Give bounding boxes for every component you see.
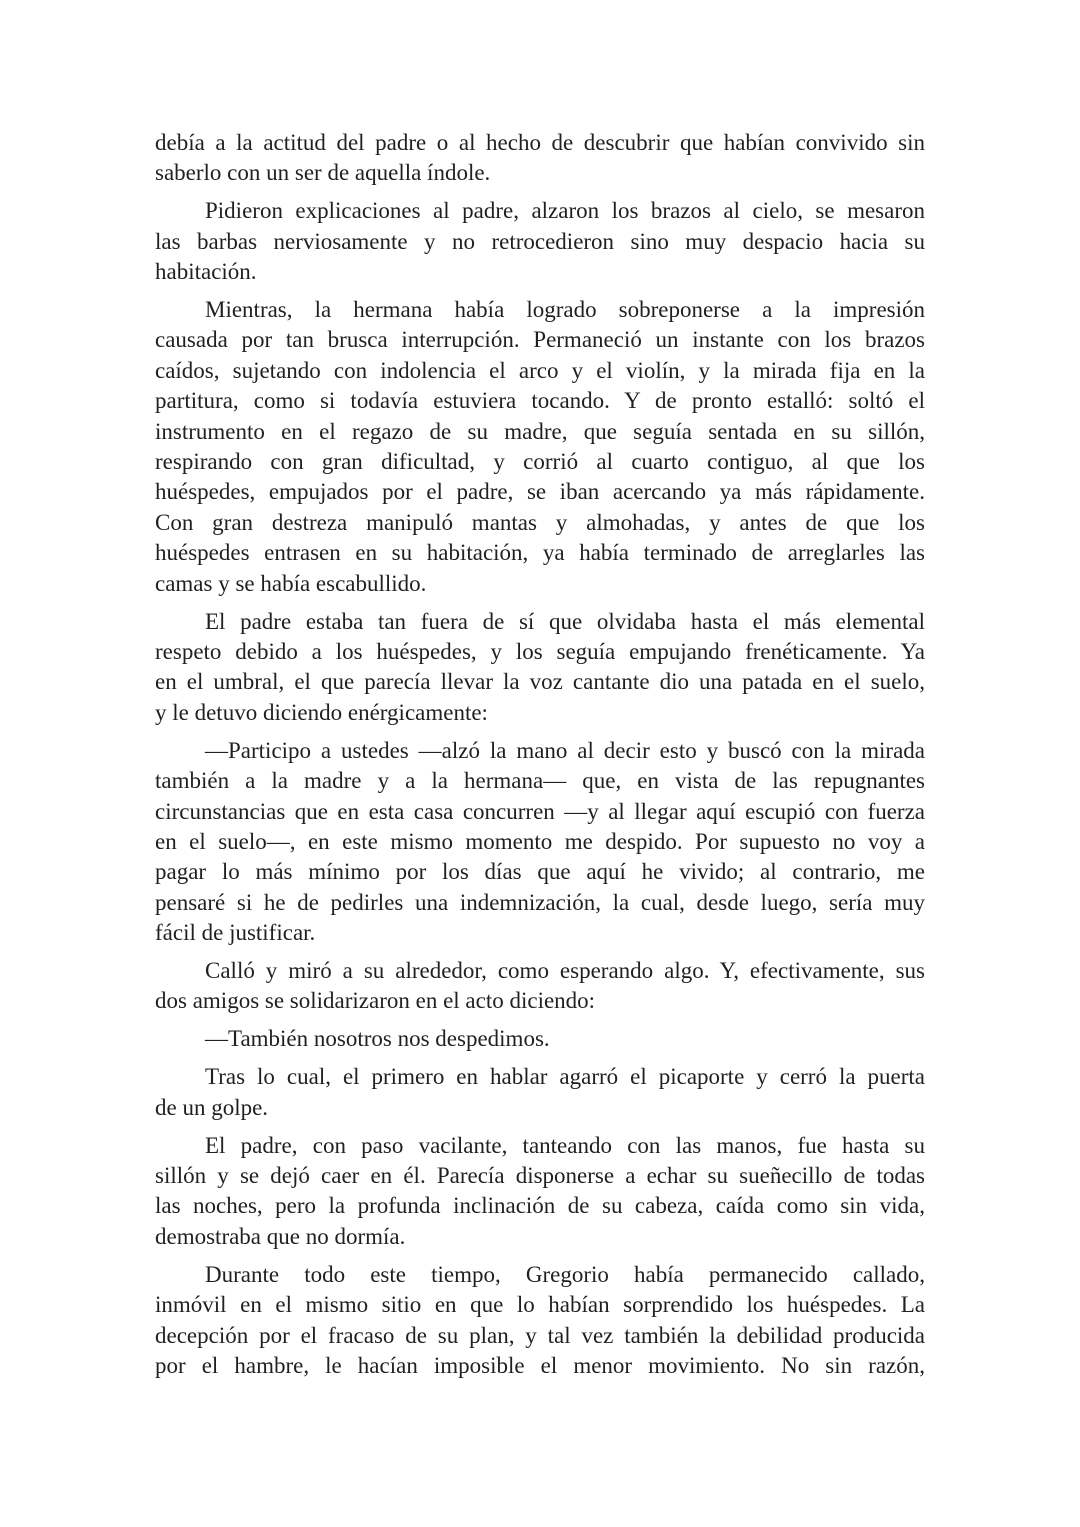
text-line: huéspedes entrasen en su habitación, ya había terminado de arreglarles las bbox=[155, 540, 925, 566]
body-text bbox=[155, 128, 925, 1381]
text-line: pensaré si he de pedirles una indemnización, la cual, desde luego, sería muy bbox=[155, 889, 925, 915]
text-line: Calló y miró a su alrededor, como esperando algo. Y, efectivamente, sus bbox=[205, 958, 925, 984]
paragraph bbox=[155, 736, 925, 949]
text-line: demostraba que no dormía. bbox=[155, 1223, 406, 1249]
paragraph bbox=[155, 128, 925, 189]
text-line: —Participo a ustedes —alzó la mano al decir esto y buscó con la mirada bbox=[205, 737, 925, 763]
text-line: —También nosotros nos despedimos. bbox=[205, 1026, 550, 1052]
text-line: y le detuvo diciendo enérgicamente: bbox=[155, 699, 488, 725]
text-line: por el hambre, le hacían imposible el menor movimiento. No sin razón, bbox=[155, 1352, 925, 1378]
paragraph bbox=[155, 1062, 925, 1123]
text-line: saberlo con un ser de aquella índole. bbox=[155, 160, 491, 186]
text-line: respirando con gran dificultad, y corrió al cuarto contiguo, al que los bbox=[155, 449, 925, 475]
text-line: debía a la actitud del padre o al hecho de descubrir que habían convivido sin bbox=[155, 130, 925, 155]
paragraph bbox=[155, 607, 925, 729]
text-line: Durante todo este tiempo, Gregorio había permanecido callado, bbox=[205, 1261, 925, 1287]
paragraph bbox=[155, 1260, 925, 1382]
text-line: habitación. bbox=[155, 259, 257, 285]
text-line: las barbas nerviosamente y no retrocedieron sino muy despacio hacia su bbox=[155, 228, 925, 254]
text-line: caídos, sujetando con indolencia el arco y el violín, y la mirada fija en la bbox=[155, 357, 925, 383]
text-line: Pidieron explicaciones al padre, alzaron los brazos al cielo, se mesaron bbox=[205, 198, 925, 224]
text-line: sillón y se dejó caer en él. Parecía disponerse a echar su sueñecillo de todas bbox=[155, 1163, 925, 1188]
text-line: camas y se había escabullido. bbox=[155, 570, 427, 596]
text-line: fácil de justificar. bbox=[155, 920, 316, 946]
text-line: Mientras, la hermana había logrado sobreponerse a la impresión bbox=[205, 297, 925, 323]
paragraph bbox=[155, 1131, 925, 1253]
text-line: también a la madre y a la hermana— que, en vista de las repugnantes bbox=[155, 768, 925, 794]
text-line: Con gran destreza manipuló mantas y almohadas, y antes de que los bbox=[155, 509, 925, 535]
text-line: El padre estaba tan fuera de sí que olvidaba hasta el más elemental bbox=[205, 608, 925, 634]
text-line: huéspedes, empujados por el padre, se iban acercando ya más rápidamente. bbox=[155, 479, 925, 505]
paragraph bbox=[155, 196, 925, 287]
paragraph bbox=[155, 295, 925, 599]
text-line: dos amigos se solidarizaron en el acto diciendo: bbox=[155, 988, 596, 1014]
text-line: de un golpe. bbox=[155, 1094, 269, 1120]
text-line: El padre, con paso vacilante, tanteando con las manos, fue hasta su bbox=[205, 1132, 925, 1158]
text-line: partitura, como si todavía estuviera tocando. Y de pronto estalló: soltó el bbox=[155, 388, 925, 414]
paragraph bbox=[155, 956, 925, 1017]
text-line: las noches, pero la profunda inclinación de su cabeza, caída como sin vida, bbox=[155, 1193, 925, 1219]
text-line: circunstancias que en esta casa concurren —y al llegar aquí escupió con fuerza bbox=[155, 798, 925, 824]
paragraph bbox=[155, 1024, 925, 1054]
text-line: Tras lo cual, el primero en hablar agarró el picaporte y cerró la puerta bbox=[205, 1064, 925, 1090]
text-line: respeto debido a los huéspedes, y los seguía empujando frenéticamente. Ya bbox=[155, 639, 925, 664]
text-line: en el suelo—, en este mismo momento me despido. Por supuesto no voy a bbox=[155, 828, 925, 854]
text-line: instrumento en el regazo de su madre, que seguía sentada en su sillón, bbox=[155, 418, 925, 444]
text-line: decepción por el fracaso de su plan, y tal vez también la debilidad producida bbox=[155, 1322, 925, 1348]
text-line: en el umbral, el que parecía llevar la voz cantante dio una patada en el suelo, bbox=[155, 669, 925, 695]
text-line: inmóvil en el mismo sitio en que lo habían sorprendido los huéspedes. La bbox=[155, 1292, 925, 1318]
text-line: pagar lo más mínimo por los días que aquí he vivido; al contrario, me bbox=[155, 859, 925, 885]
text-line: causada por tan brusca interrupción. Permaneció un instante con los brazos bbox=[155, 327, 925, 353]
